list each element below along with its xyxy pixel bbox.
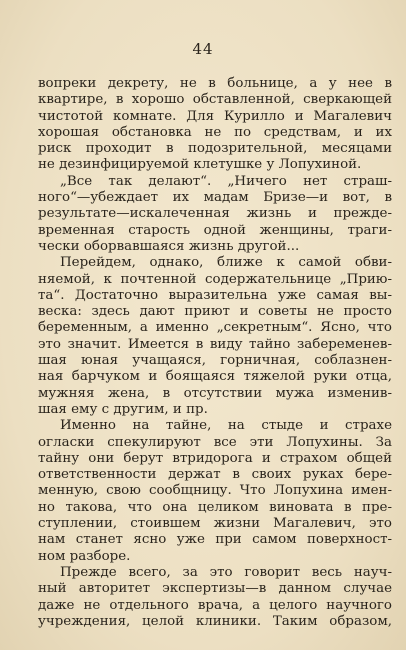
text-line: нам станет ясно уже при самом поверхност- (38, 532, 392, 548)
text-line: ном разборе. (38, 548, 131, 564)
text-line: Именно на тайне, на стыде и страхе (60, 418, 392, 434)
text-line: даже не отдельного врача, а целого научного (38, 597, 392, 613)
text-line: чески оборвавшаяся жизнь другой... (38, 238, 300, 254)
page-number: 44 (192, 40, 214, 58)
text-line: вопреки декрету, не в больнице, а у нее в (38, 76, 392, 91)
text-line: чистотой комнате. Для Курилло и Магалевич (38, 108, 392, 124)
text-line: это значит. Имеется в виду тайно забеременев- (38, 336, 392, 352)
text-line: тайну они берут втридорога и страхом общей (38, 450, 392, 466)
paragraph (38, 418, 392, 565)
text-line: шая юная учащаяся, горничная, соблазнен- (38, 353, 392, 369)
text-line: ный авторитет экспертизы—в данном случае (38, 581, 392, 597)
text-line: веска: здесь дают приют и советы не просто (38, 304, 392, 320)
paragraph (38, 174, 392, 255)
text-line: ступлении, стоившем жизни Магалевич, это (38, 516, 392, 532)
text-line: квартире, в хорошо обставленной, сверкающей (38, 92, 392, 108)
text-line: беременным, а именно „секретным“. Ясно, что (38, 320, 392, 336)
text-line: менную, свою сообщницу. Что Лопухина имен- (38, 483, 392, 499)
text-line: временная старость одной женщины, траги- (38, 222, 392, 238)
text-line: няемой, к почтенной содержательнице „Прию- (38, 271, 392, 287)
text-line: ответственности держат в своих руках бере- (38, 467, 392, 483)
text-line: Прежде всего, за это говорит весь науч- (60, 564, 392, 580)
text-line: шая ему с другим, и пр. (38, 401, 208, 417)
text-line: учреждения, целой клиники. Таким образом, (38, 613, 392, 629)
text-line: риск проходит в подозрительной, месяцами (38, 141, 392, 157)
text-line: та“. Достаточно выразительна уже самая вы- (38, 287, 392, 303)
text-line: Перейдем, однако, ближе к самой обви- (60, 255, 392, 271)
text-line: результате—искалеченная жизнь и прежде- (38, 206, 392, 222)
text-line: „Все так делают“. „Ничего нет страш- (60, 173, 392, 189)
text-line: ного“—убеждает их мадам Бризе—и вот, в (38, 190, 392, 206)
text-line: ная барчуком и боящаяся тяжелой руки отца, (38, 369, 392, 385)
text-line: огласки спекулируют все эти Лопухины. За (38, 434, 392, 450)
text-line: но такова, что она целиком виновата в пре- (38, 499, 392, 515)
paragraph (38, 565, 392, 630)
paragraph (38, 255, 392, 418)
text-line: мужняя жена, в отсутствии мужа изменив- (38, 385, 392, 401)
paragraph (38, 76, 392, 174)
body-text (38, 76, 392, 630)
text-line: не дезинфицируемой клетушке у Лопухиной. (38, 157, 362, 173)
text-line: хорошая обстановка не по средствам, и их (38, 124, 392, 140)
